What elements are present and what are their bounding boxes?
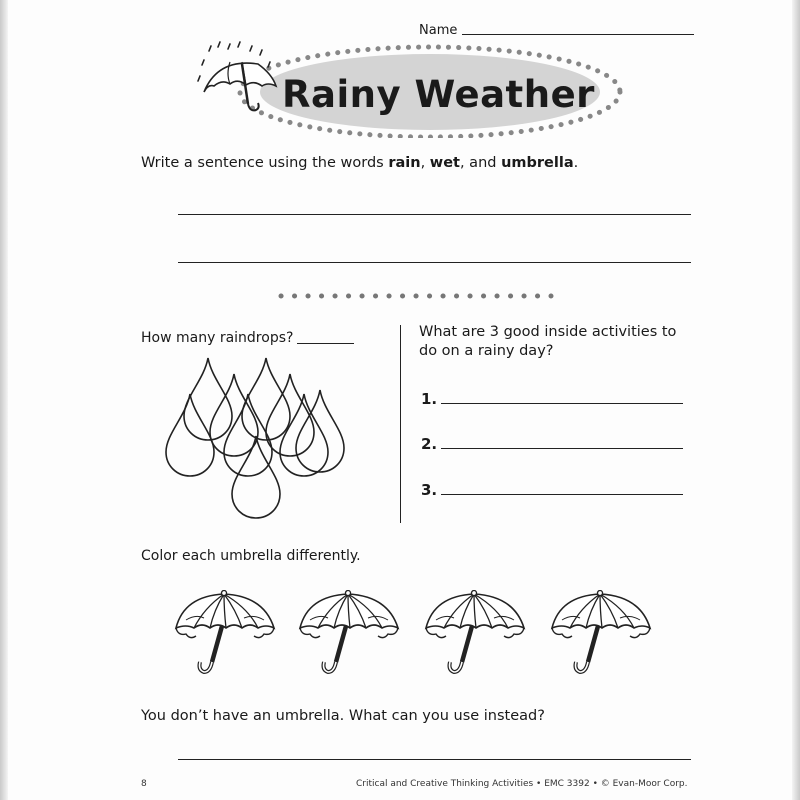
name-line[interactable]: [462, 34, 694, 35]
umbrella-alternative-answer-line[interactable]: [178, 759, 691, 760]
raindrops-answer-line[interactable]: [297, 343, 354, 344]
raindrops-question: How many raindrops?: [141, 330, 294, 346]
prompt-end: .: [573, 155, 579, 171]
prompt-sep-2: , and: [459, 155, 502, 171]
umbrella-1[interactable]: [174, 590, 278, 680]
page-left-edge: [0, 0, 8, 800]
umbrella-alternative-question: You don’t have an umbrella. What can you use instead?: [141, 708, 545, 724]
page-number: 8: [141, 779, 147, 789]
word-umbrella: umbrella: [501, 155, 574, 171]
activities-question-line-1: What are 3 good inside activities to: [419, 324, 677, 340]
name-label: Name: [419, 23, 458, 38]
sentence-prompt: [141, 155, 578, 171]
raindrops-illustration: [158, 350, 353, 525]
prompt-sep-1: ,: [420, 155, 430, 171]
word-wet: wet: [429, 155, 460, 171]
raindrop: [210, 374, 258, 456]
raindrop: [296, 390, 344, 472]
umbrella-3[interactable]: [424, 590, 528, 680]
raindrop: [166, 394, 214, 476]
word-rain: rain: [388, 155, 421, 171]
activity-number-3: 3.: [421, 481, 438, 499]
prompt-start: Write a sentence using the words: [141, 155, 389, 171]
activity-answer-line-2[interactable]: [441, 448, 683, 449]
dotted-divider: [276, 291, 556, 301]
umbrella-4[interactable]: [550, 590, 654, 680]
activities-question-line-2: do on a rainy day?: [419, 343, 554, 359]
umbrellas-instruction: Color each umbrella differently.: [141, 548, 361, 564]
umbrella-2[interactable]: [298, 590, 402, 680]
sentence-answer-line-1[interactable]: [178, 214, 691, 215]
page-right-edge: [792, 0, 800, 800]
activity-answer-line-3[interactable]: [441, 494, 683, 495]
footer-credit: Critical and Creative Thinking Activities • EMC 3392 • © Evan-Moor Corp.: [356, 779, 688, 789]
activity-answer-line-1[interactable]: [441, 403, 683, 404]
umbrella-rain-icon: [196, 40, 286, 115]
activity-number-2: 2.: [421, 435, 438, 453]
sentence-answer-line-2[interactable]: [178, 262, 691, 263]
activity-number-1: 1.: [421, 390, 438, 408]
column-divider: [400, 325, 401, 523]
page-title: Rainy Weather: [282, 73, 595, 116]
